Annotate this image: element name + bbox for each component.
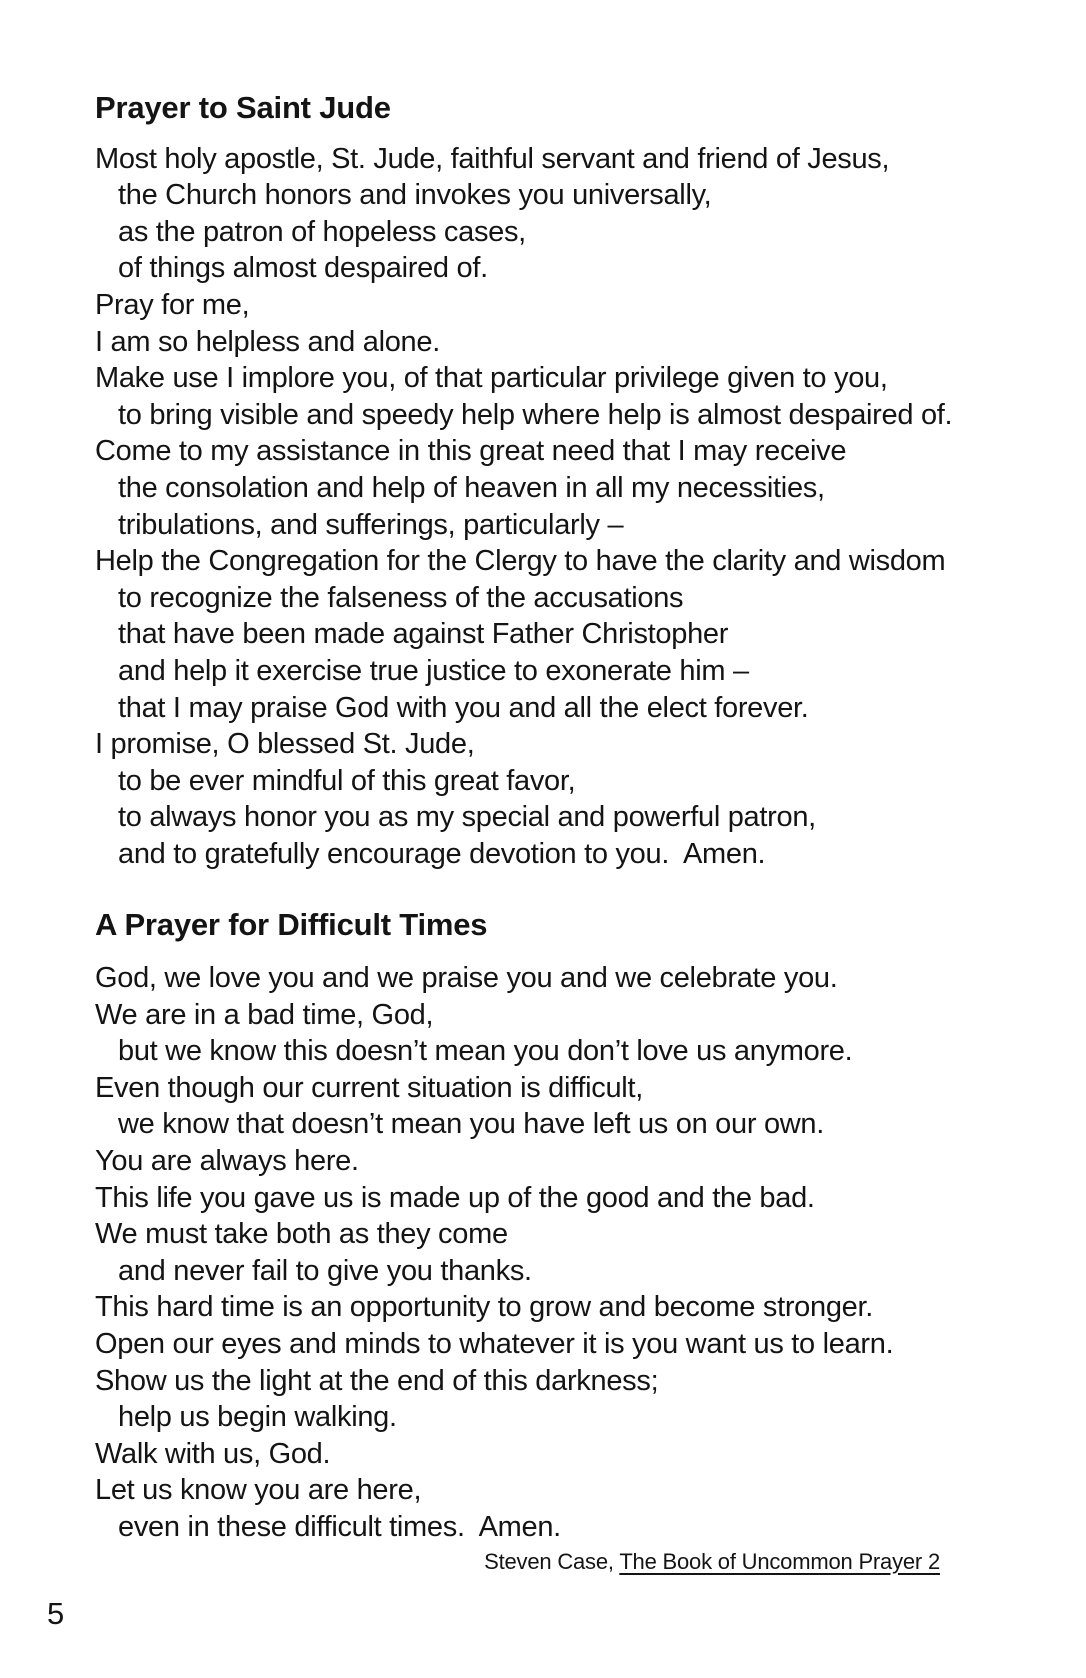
prayer-line: as the patron of hopeless cases, xyxy=(118,215,526,248)
prayer-line: Let us know you are here, xyxy=(95,1474,422,1507)
prayer-line: that I may praise God with you and all the elect forever. xyxy=(118,691,809,724)
attribution-author: Steven Case, xyxy=(484,1548,620,1574)
prayer-line: to recognize the falseness of the accusations xyxy=(118,581,684,614)
prayer-line: even in these difficult times. Amen. xyxy=(118,1510,561,1543)
prayer-line: Even though our current situation is difficult, xyxy=(95,1071,643,1104)
prayer-line: Show us the light at the end of this darkness; xyxy=(95,1364,659,1397)
prayer-line: Open our eyes and minds to whatever it is you want us to learn. xyxy=(95,1328,894,1360)
prayer-saint-jude xyxy=(95,141,1086,873)
attribution xyxy=(95,1549,940,1575)
prayer-line: to be ever mindful of this great favor, xyxy=(118,764,576,797)
prayer-line: I am so helpless and alone. xyxy=(95,325,440,358)
prayer-line: This hard time is an opportunity to grow and become stronger. xyxy=(95,1291,874,1324)
prayer-line: to always honor you as my special and powerful patron, xyxy=(118,801,816,834)
prayer-line: Come to my assistance in this great need that I may receive xyxy=(95,435,847,468)
prayer-line: Walk with us, God. xyxy=(95,1437,331,1470)
prayer-difficult-times xyxy=(95,960,1086,1546)
prayer-line: I promise, O blessed St. Jude, xyxy=(95,728,475,761)
prayer-line: Make use I implore you, of that particular privilege given to you, xyxy=(95,362,888,395)
prayer-line: of things almost despaired of. xyxy=(118,252,488,285)
prayer-line: and to gratefully encourage devotion to you. Amen. xyxy=(118,837,766,870)
prayer-line: You are always here. xyxy=(95,1145,359,1178)
prayer-line: Most holy apostle, St. Jude, faithful servant and friend of Jesus, xyxy=(95,142,890,175)
prayer-line: help us begin walking. xyxy=(118,1401,397,1434)
prayer-line: God, we love you and we praise you and we celebrate you. xyxy=(95,962,838,995)
prayer-line: Help the Congregation for the Clergy to have the clarity and wisdom xyxy=(95,545,946,578)
prayer-line: but we know this doesn’t mean you don’t love us anymore. xyxy=(118,1035,853,1068)
prayer-line: tribulations, and sufferings, particularly – xyxy=(118,508,624,541)
prayer-line: that have been made against Father Christopher xyxy=(118,618,729,651)
prayer-line: This life you gave us is made up of the good and the bad. xyxy=(95,1181,815,1214)
prayer-line: We must take both as they come xyxy=(95,1218,508,1251)
prayer-line: and never fail to give you thanks. xyxy=(118,1254,532,1287)
section-title-prayer-to-saint-jude: Prayer to Saint Jude xyxy=(95,90,391,125)
prayer-line: Pray for me, xyxy=(95,288,250,321)
prayer-line: We are in a bad time, God, xyxy=(95,998,434,1031)
prayer-line: to bring visible and speedy help where help is almost despaired of. xyxy=(118,398,953,431)
attribution-source-title: The Book of Uncommon Prayer 2 xyxy=(619,1548,940,1574)
page-content xyxy=(95,90,1086,1575)
prayer-line: the Church honors and invokes you universally, xyxy=(118,179,712,212)
prayer-line: we know that doesn’t mean you have left us on our own. xyxy=(118,1108,825,1141)
prayer-line: the consolation and help of heaven in all my necessities, xyxy=(118,471,825,504)
section-title-difficult-times: A Prayer for Difficult Times xyxy=(95,907,488,943)
prayer-line: and help it exercise true justice to exonerate him – xyxy=(118,654,749,687)
page-number: 5 xyxy=(47,1596,65,1631)
